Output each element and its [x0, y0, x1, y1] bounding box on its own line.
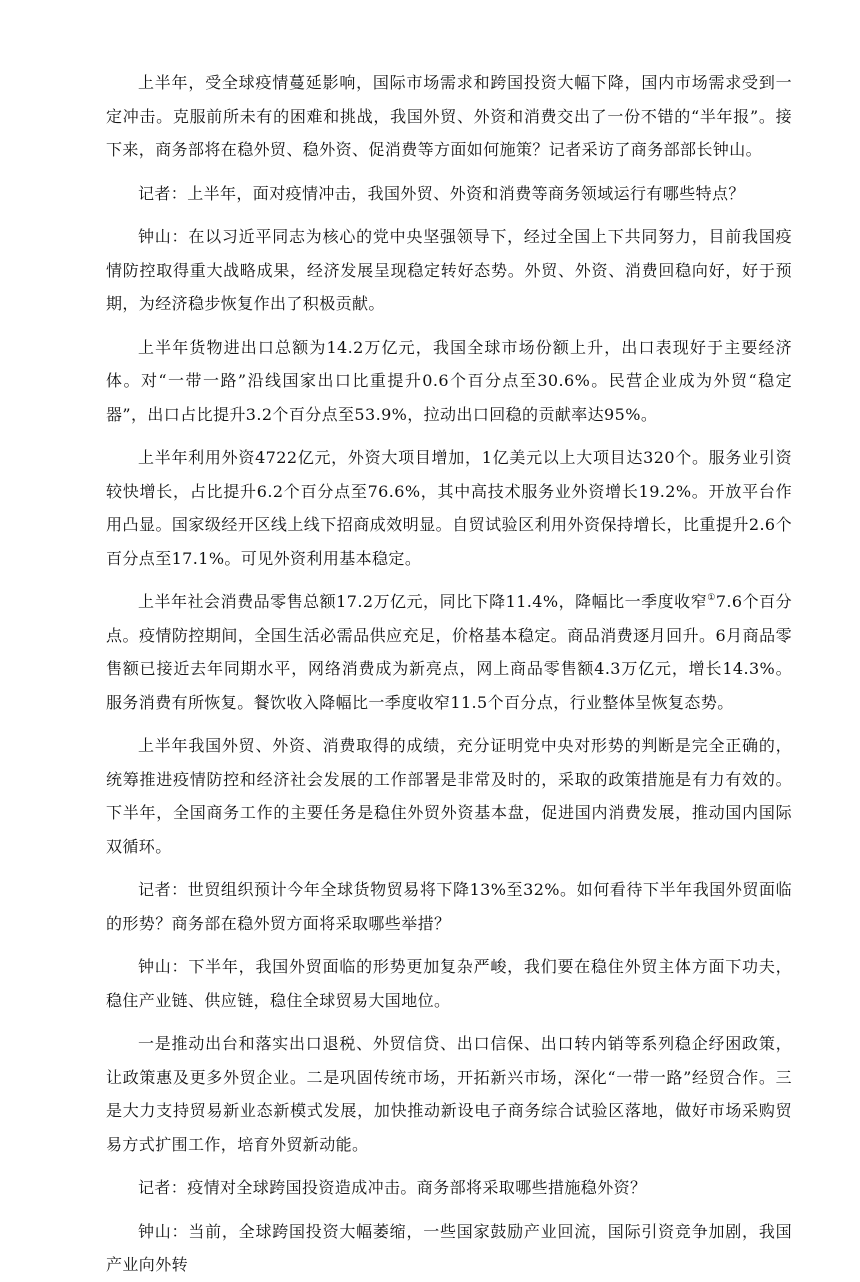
- paragraph-answer-2: 钟山：下半年，我国外贸面临的形势更加复杂严峻，我们要在稳住外贸主体方面下功夫，稳住产业链、供应链，稳住全球贸易大国地位。: [106, 957, 792, 1010]
- paragraph-trade-measures: 一是推动出台和落实出口退税、外贸信贷、出口信保、出口转内销等系列稳企纾困政策，让政策惠及更多外贸企业。二是巩固传统市场，开拓新兴市场，深化“一带一路”经贸合作。三是大力支持贸易新业态新模式发展，加快推动新设电子商务综合试验区落地，做好市场采购贸易方式扩围工作，培育外贸新动能。: [106, 1034, 792, 1154]
- consumption-text-end: 7.6个百分点。疫情防控期间，全国生活必需品供应充足，价格基本稳定。商品消费逐月回升。6月商品零售额已接近去年同期水平，网络消费成为新亮点，网上商品零售额4.3万亿元，增长14.3%。服务消费有所恢复。餐饮收入降幅比一季度收窄11.5个百分点，行业整体呈恢复态势。: [106, 592, 793, 712]
- paragraph-question-3: 记者：疫情对全球跨国投资造成冲击。商务部将采取哪些措施稳外资？: [138, 1178, 647, 1197]
- paragraph-question-2: 记者：世贸组织预计今年全球货物贸易将下降13%至32%。如何看待下半年我国外贸面临的形势？商务部在稳外贸方面将采取哪些举措？: [106, 880, 792, 933]
- paragraph-consumption-figures: [106, 585, 792, 719]
- consumption-text-start: 上半年社会消费品零售总额17.2万亿元，同比下降11.4%，降幅比一季度收窄: [138, 592, 708, 611]
- paragraph-answer-1: 钟山：在以习近平同志为核心的党中央坚强领导下，经过全国上下共同努力，目前我国疫情防控取得重大战略成果，经济发展呈现稳定转好态势。外贸、外资、消费回稳向好，好于预期，为经济稳步恢复作出了积极贡献。: [106, 227, 792, 313]
- paragraph-answer-3: 钟山：当前，全球跨国投资大幅萎缩，一些国家鼓励产业回流，国际引资竞争加剧，我国产业向外转: [106, 1221, 792, 1274]
- paragraph-trade-figures: 上半年货物进出口总额为14.2万亿元，我国全球市场份额上升，出口表现好于主要经济体。对“一带一路”沿线国家出口比重提升0.6个百分点至30.6%。民营企业成为外贸“稳定器”，出口占比提升3.2个百分点至53.9%，拉动出口回稳的贡献率达95%。: [106, 337, 792, 424]
- paragraph-intro: 上半年，受全球疫情蔓延影响，国际市场需求和跨国投资大幅下降，国内市场需求受到一定冲击。克服前所未有的困难和挑战，我国外贸、外资和消费交出了一份不错的“半年报”。接下来，商务部将在稳外贸、稳外资、促消费等方面如何施策？记者采访了商务部部长钟山。: [106, 73, 792, 159]
- paragraph-summary: 上半年我国外贸、外资、消费取得的成绩，充分证明党中央对形势的判断是完全正确的，统筹推进疫情防控和经济社会发展的工作部署是非常及时的，采取的政策措施是有力有效的。下半年，全国商务工作的主要任务是稳住外贸外资基本盘，促进国内消费发展，推动国内国际双循环。: [106, 736, 792, 856]
- paragraph-investment-figures: 上半年利用外资4722亿元，外资大项目增加，1亿美元以上大项目达320个。服务业引资较快增长，占比提升6.2个百分点至76.6%，其中高技术服务业外资增长19.2%。开放平台作用凸显。国家级经开区线上线下招商成效明显。自贸试验区利用外资保持增长，比重提升2.6个百分点至17.1%。可见外资利用基本稳定。: [106, 448, 792, 568]
- paragraph-question-1: 记者：上半年，面对疫情冲击，我国外贸、外资和消费等商务领域运行有哪些特点？: [138, 183, 745, 203]
- footnote-marker: ①: [707, 593, 716, 603]
